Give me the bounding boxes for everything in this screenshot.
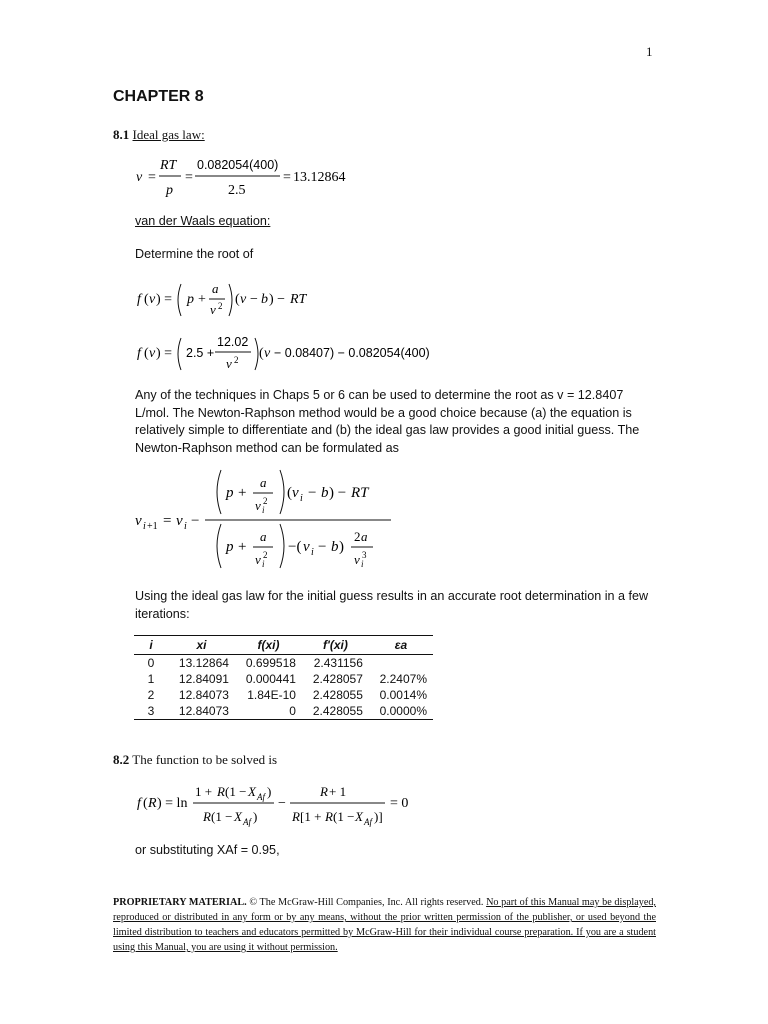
svg-text:(: ( [144, 346, 149, 361]
svg-text:f: f [137, 346, 141, 361]
svg-text:RT: RT [290, 292, 307, 307]
section-number: 8.2 [113, 752, 130, 767]
svg-text:v: v [255, 552, 261, 567]
newton-raphson-formula [133, 466, 403, 576]
svg-text:= 0: = 0 [390, 796, 409, 811]
svg-text:(: ( [144, 292, 149, 307]
svg-text:(1 −: (1 − [211, 809, 233, 824]
svg-text:−: − [318, 539, 327, 555]
svg-text:a: a [260, 529, 267, 544]
svg-text:R: R [203, 809, 211, 824]
svg-text:p: p [226, 485, 234, 501]
svg-text:+: + [198, 292, 206, 307]
svg-text:(1 −: (1 − [225, 784, 247, 799]
svg-text:=: = [163, 513, 172, 529]
svg-text:i: i [361, 559, 364, 569]
svg-text:v: v [255, 498, 261, 513]
eq-num: 0.082054(400) [197, 158, 279, 172]
permission-text: No part of this Manual may be displayed, reproduced or distributed in any form or by any means, without the prior written permission of the publisher, or used beyond the limited distribution to teachers and educators permitted by McGraw-Hill for their individual course preparation. If you are a student using this Manual, you are using it without permission. [113, 897, 656, 953]
section-title: Ideal gas law: [132, 127, 205, 142]
svg-text:2.5 +: 2.5 + [186, 346, 215, 360]
svg-text:v: v [303, 539, 310, 555]
section-8-1-heading [113, 127, 205, 143]
substituting-text: or substituting XAf = 0.95, [135, 843, 280, 857]
svg-text:f: f [137, 796, 141, 811]
svg-text:−(: −( [288, 539, 302, 555]
svg-text:) = ln: ) = ln [157, 796, 188, 811]
determine-root-text: Determine the root of [135, 247, 254, 261]
proprietary-notice [113, 895, 656, 955]
svg-text:a: a [212, 281, 219, 296]
svg-text:b: b [321, 485, 329, 501]
svg-text:i: i [184, 521, 187, 532]
section-8-2-heading [113, 752, 277, 768]
eq-lhs: v [136, 170, 143, 185]
svg-text:v: v [135, 513, 142, 529]
svg-text:(: ( [287, 485, 292, 501]
svg-text:−: − [250, 292, 258, 307]
svg-text:i: i [262, 559, 265, 569]
svg-text:(: ( [235, 292, 240, 307]
section-intro: The function to be solved is [132, 752, 278, 767]
svg-text:=: = [185, 170, 193, 185]
svg-text:X: X [248, 784, 256, 799]
svg-text:X: X [234, 809, 242, 824]
header-xi: xi [168, 636, 235, 655]
svg-text:2: 2 [354, 529, 361, 544]
svg-text:3: 3 [362, 550, 367, 560]
svg-text:i: i [300, 493, 303, 504]
svg-text:+ 1: + 1 [329, 784, 347, 799]
svg-text:v: v [354, 552, 360, 567]
table-row: 2 12.84073 1.84E-10 2.428055 0.0014% [147, 688, 427, 702]
svg-text:−: − [191, 513, 200, 529]
svg-text:R: R [325, 809, 333, 824]
copyright-text: © The McGraw-Hill Companies, Inc. All rights reserved. [246, 897, 487, 908]
table-row: 0 13.12864 0.699518 2.431156 [147, 656, 363, 670]
vdw-equation-numeric [135, 332, 465, 378]
iterations-intro: Using the ideal gas law for the initial guess results in an accurate root determination in a few iterations: [135, 589, 649, 621]
svg-text:R: R [217, 784, 225, 799]
svg-text:v: v [210, 302, 216, 317]
svg-text:2: 2 [234, 355, 239, 365]
svg-text:b: b [261, 292, 268, 307]
chapter-title: CHAPTER 8 [113, 88, 204, 105]
svg-text:=: = [148, 170, 156, 185]
reactor-equation [135, 780, 425, 830]
table-row: 3 12.84073 0 2.428055 0.0000% [134, 703, 433, 720]
svg-text:v: v [176, 513, 183, 529]
svg-text:2: 2 [263, 550, 268, 560]
vdw-heading: van der Waals equation: [135, 214, 271, 228]
svg-text:v: v [264, 346, 271, 361]
svg-text:−: − [308, 485, 317, 501]
svg-text:v: v [240, 292, 247, 307]
svg-text:1 +: 1 + [195, 784, 213, 799]
svg-text:a: a [361, 529, 368, 544]
svg-text:Af: Af [243, 817, 251, 827]
svg-text:f: f [137, 292, 141, 307]
methods-paragraph: Any of the techniques in Chaps 5 or 6 can be used to determine the root as v = 12.8407 L/mol. The Newton-Raphson method would be a good choice because (a) the equation is relatively simple to differentiate and (b) the ideal gas law provides a good initial guess. The Newton-Raphson method can be formulated as [135, 388, 640, 455]
svg-text:12.02: 12.02 [217, 335, 249, 349]
svg-text:i: i [143, 521, 146, 532]
svg-text:+1: +1 [147, 521, 158, 532]
svg-text:v: v [226, 356, 232, 371]
svg-text:v: v [149, 346, 156, 361]
page-number: 1 [646, 44, 653, 59]
header-dfxi: f'(xi) [302, 636, 369, 655]
svg-text:): ) [339, 539, 344, 555]
eq-rt: RT [160, 158, 177, 173]
table-row: 1 12.84091 0.000441 2.428057 2.2407% [147, 672, 427, 686]
svg-text:)]: )] [374, 809, 383, 824]
eq-eq-sign: = [283, 170, 291, 185]
svg-text:v: v [149, 292, 156, 307]
svg-text:R: R [148, 796, 157, 811]
svg-text:) −: ) − [329, 485, 347, 501]
eq-result: 13.12864 [293, 170, 346, 185]
eq-p: p [166, 183, 173, 198]
svg-text:p: p [187, 292, 194, 307]
svg-text:RT: RT [351, 485, 369, 501]
svg-text:(: ( [143, 796, 148, 811]
svg-text:R: R [292, 809, 300, 824]
svg-text:(1 −: (1 − [333, 809, 355, 824]
svg-text:[1 +: [1 + [300, 809, 322, 824]
svg-text:Af: Af [364, 817, 372, 827]
svg-text:): ) [267, 784, 272, 799]
svg-text:i: i [262, 505, 265, 515]
svg-text:p: p [226, 539, 234, 555]
svg-text:2: 2 [263, 496, 268, 506]
section-number: 8.1 [113, 127, 130, 142]
header-ea: εa [369, 636, 433, 655]
header-fxi: f(xi) [235, 636, 302, 655]
svg-text:(: ( [259, 346, 264, 361]
svg-text:Af: Af [257, 792, 265, 802]
eq-den: 2.5 [228, 183, 246, 198]
svg-text:) =: ) = [156, 292, 173, 307]
svg-text:−: − [278, 796, 286, 811]
header-i: i [134, 636, 168, 655]
ideal-gas-equation [130, 154, 390, 200]
vdw-equation-general [135, 278, 375, 324]
svg-text:): ) [253, 809, 258, 824]
svg-text:) −: ) − [269, 292, 286, 307]
table-header-row [134, 636, 433, 655]
svg-text:+: + [238, 485, 247, 501]
svg-text:R: R [320, 784, 328, 799]
svg-text:v: v [292, 485, 299, 501]
proprietary-label: PROPRIETARY MATERIAL. [113, 897, 247, 908]
iteration-table [134, 635, 433, 720]
svg-text:+: + [238, 539, 247, 555]
svg-text:) =: ) = [156, 346, 173, 361]
svg-text:X: X [355, 809, 363, 824]
svg-text:b: b [331, 539, 339, 555]
svg-text:− 0.08407) − 0.082054(400): − 0.08407) − 0.082054(400) [274, 346, 430, 360]
svg-text:i: i [311, 547, 314, 558]
svg-text:2: 2 [218, 301, 223, 311]
svg-text:a: a [260, 475, 267, 490]
